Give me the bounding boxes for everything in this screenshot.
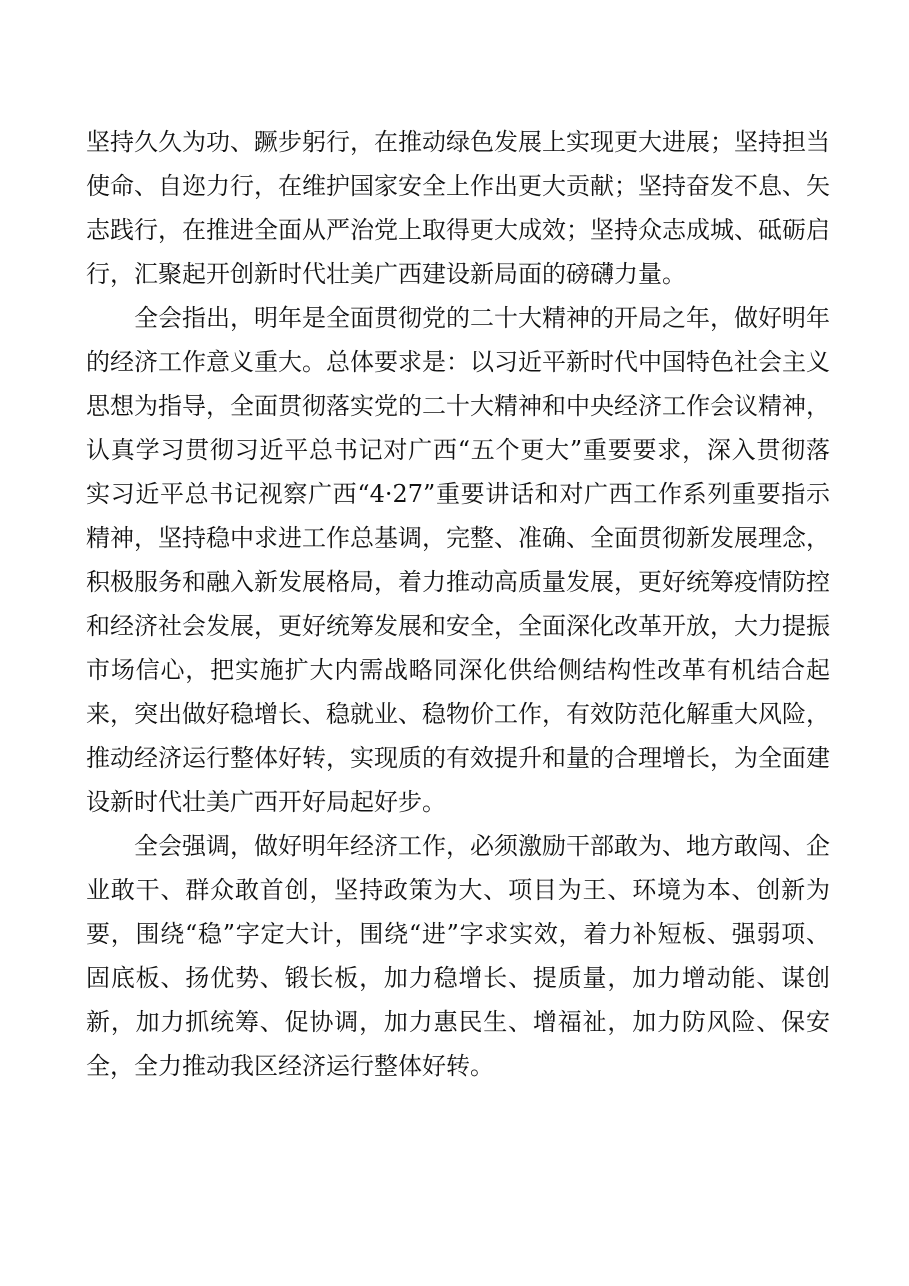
paragraph-plenary-points-out: 全会指出，明年是全面贯彻党的二十大精神的开局之年，做好明年的经济工作意义重大。总体要求是：以习近平新时代中国特色社会主义思想为指导，全面贯彻落实党的二十大精神和中央经济工作会议精神，认真学习贯彻习近平总书记对广西“五个更大”重要要求，深入贯彻落实习近平总书记视察广西“4·27”重要讲话和对广西工作系列重要指示精神，坚持稳中求进工作总基调，完整、准确、全面贯彻新发展理念，积极服务和融入新发展格局，着力推动高质量发展，更好统筹疫情防控和经济社会发展，更好统筹发展和安全，全面深化改革开放，大力提振市场信心，把实施扩大内需战略同深化供给侧结构性改革有机结合起来，突出做好稳增长、稳就业、稳物价工作，有效防范化解重大风险，推动经济运行整体好转，实现质的有效提升和量的合理增长，为全面建设新时代壮美广西开好局起好步。 (86, 304, 830, 816)
paragraph-plenary-emphasizes: 全会强调，做好明年经济工作，必须激励干部敢为、地方敢闯、企业敢干、群众敢首创，坚持政策为大、项目为王、环境为本、创新为要，围绕“稳”字定大计，围绕“进”字求实效，着力补短板、强弱项、固底板、扬优势、锻长板，加力稳增长、提质量，加力增动能、谋创新，加力抓统筹、促协调，加力惠民生、增福祉，加力防风险、保安全，全力推动我区经济运行整体好转。 (86, 832, 830, 1080)
document-body (86, 120, 830, 1088)
paragraph-continuation: 坚持久久为功、蹶步躬行，在推动绿色发展上实现更大进展；坚持担当使命、自迩力行，在维护国家安全上作出更大贡献；坚持奋发不息、矢志践行，在推进全面从严治党上取得更大成效；坚持众志成城、砥砺启行，汇聚起开创新时代壮美广西建设新局面的磅礴力量。 (86, 128, 830, 288)
